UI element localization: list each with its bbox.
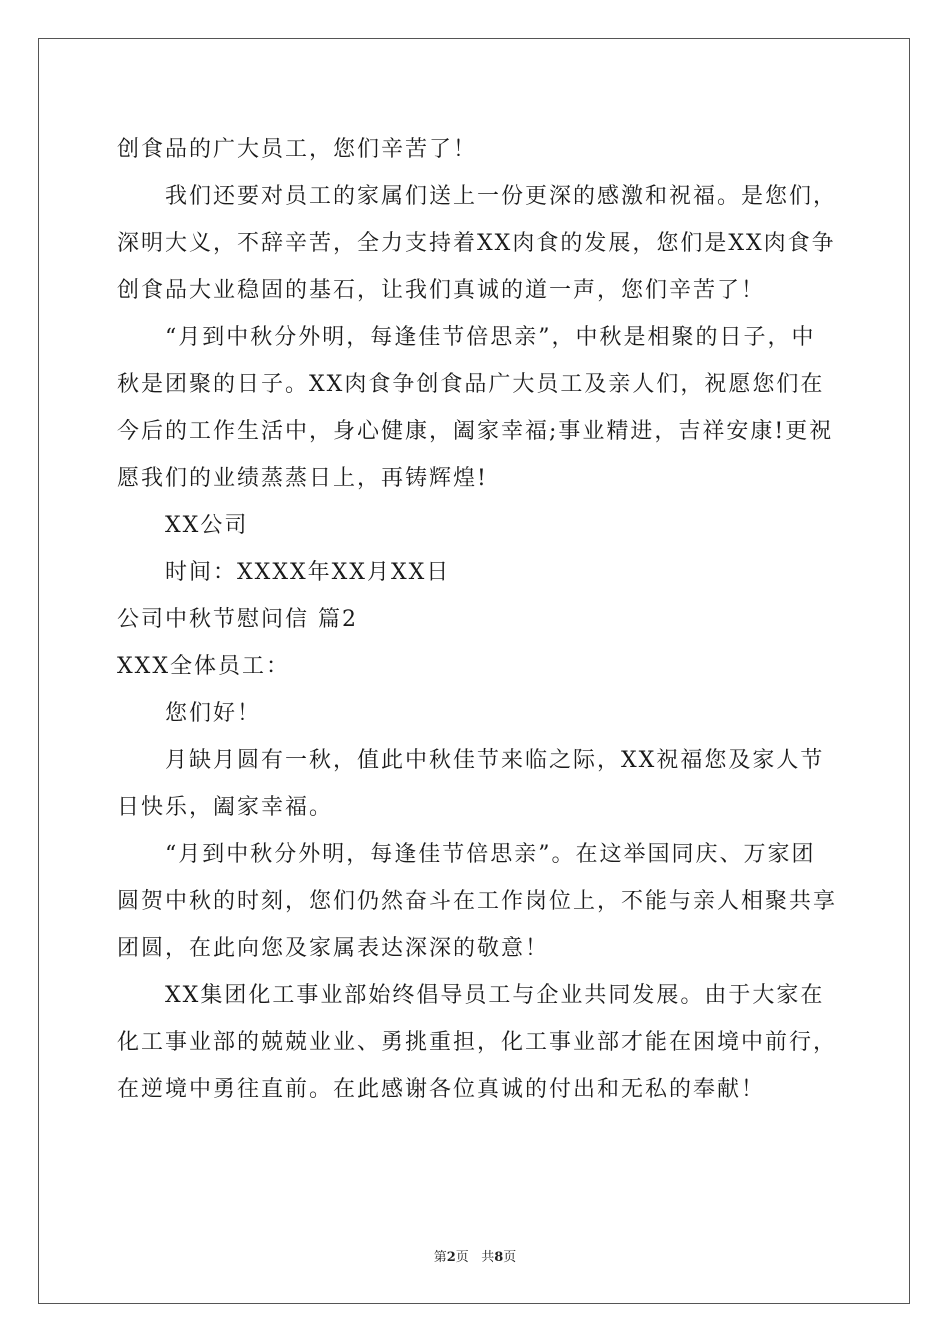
text-line: 创食品的广大员工，您们辛苦了！: [117, 137, 478, 162]
text-line: XX集团化工事业部始终倡导员工与企业共同发展。由于大家在: [165, 983, 825, 1008]
page-footer: [0, 1246, 950, 1265]
text-line: 今后的工作生活中，身心健康，阖家幸福;事业精进，吉祥安康!更祝: [117, 419, 834, 444]
text-line: 化工事业部的兢兢业业、勇挑重担，化工事业部才能在困境中前行，: [117, 1030, 838, 1055]
text-line: “月到中秋分外明，每逢佳节倍思亲”。在这举国同庆、万家团: [165, 842, 816, 867]
total-prefix: 共: [481, 1250, 495, 1265]
text-line: 日快乐，阖家幸福。: [117, 795, 334, 820]
text-line: 团圆，在此向您及家属表达深深的敬意！: [117, 936, 550, 961]
text-line: 创食品大业稳固的基石，让我们真诚的道一声，您们辛苦了！: [117, 278, 766, 303]
greeting: 您们好！: [165, 701, 262, 726]
page-suffix: 页: [455, 1250, 469, 1265]
total-pages: 8: [494, 1250, 504, 1265]
signature-company: XX公司: [165, 513, 249, 538]
section-heading: 公司中秋节慰问信 篇2: [117, 607, 358, 632]
page-prefix: 第: [433, 1250, 447, 1265]
document-body: [117, 126, 837, 1113]
text-line: 愿我们的业绩蒸蒸日上，再铸辉煌!: [117, 466, 488, 491]
signature-date: 时间：XXXX年XX月XX日: [165, 560, 451, 585]
salutation: XXX全体员工：: [117, 654, 290, 679]
text-line: 秋是团聚的日子。XX肉食争创食品广大员工及亲人们，祝愿您们在: [117, 372, 825, 397]
text-line: 我们还要对员工的家属们送上一份更深的感激和祝福。是您们，: [165, 184, 838, 209]
total-suffix: 页: [503, 1250, 517, 1265]
text-line: 在逆境中勇往直前。在此感谢各位真诚的付出和无私的奉献！: [117, 1077, 766, 1102]
text-line: 月缺月圆有一秋，值此中秋佳节来临之际，XX祝福您及家人节: [165, 748, 825, 773]
page-number: 2: [446, 1250, 456, 1265]
text-line: 圆贺中秋的时刻，您们仍然奋斗在工作岗位上，不能与亲人相聚共享: [117, 889, 838, 914]
text-line: 深明大义，不辞辛苦，全力支持着XX肉食的发展，您们是XX肉食争: [117, 231, 836, 256]
text-line: “月到中秋分外明，每逢佳节倍思亲”，中秋是相聚的日子，中: [165, 325, 816, 350]
